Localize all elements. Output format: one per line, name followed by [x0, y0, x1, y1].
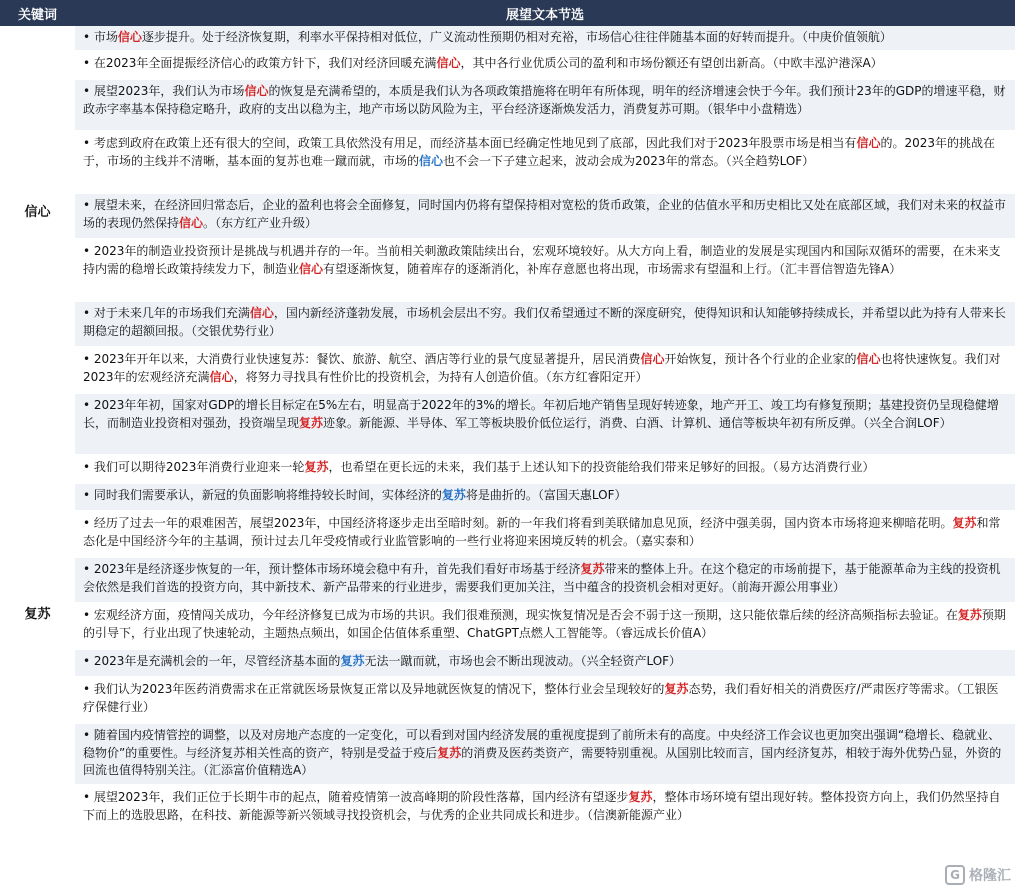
excerpt-text: • 市场 [83, 30, 118, 44]
watermark-logo-icon: G [945, 865, 965, 885]
excerpt-text: • 展望2023年，我们正位于长期牛市的起点，随着疫情第一波高峰期的阶段性落幕，国内经济有望逐步 [83, 790, 629, 804]
keyword-highlight: 复苏 [628, 790, 653, 804]
excerpt-row [75, 512, 1015, 558]
excerpt-text: ，其中各行业优质公司的盈利和市场份额还有望创出新高。（中欧丰泓沪港深A） [460, 56, 883, 70]
keyword-highlight: 信心 [640, 352, 665, 366]
keyword-highlight: 信心 [179, 215, 204, 230]
keyword-highlight: 复苏 [340, 654, 365, 668]
excerpt-text: • 宏观经济方面，疫情闯关成功，今年经济修复已成为市场的共识。我们很难预测，现实恢复情况是否会不弱于这一预期，这只能依靠后续的经济高频指标去验证。在 [83, 608, 958, 622]
excerpt-text: 的恢复是充满希望的，本质是我们认为各项政策措施将在明年有所体现，明年的经济增速会快于今年。我们预计23年的GDP的增速平稳，财政赤字率基本保持稳定略升，政府的支出以稳为主，地产市场以防风险为主，平台经济逐渐焕发活力，消费复苏可期。（银华中小盘精选） [83, 84, 1006, 116]
excerpt-rows [75, 26, 1015, 394]
excerpt-text: • 同时我们需要承认，新冠的负面影响将维持较长时间，实体经济的 [83, 488, 442, 502]
excerpt-text: • 展望2023年，我们认为市场 [83, 84, 245, 98]
keyword-highlight: 信心 [249, 306, 274, 320]
excerpt-row [75, 80, 1015, 132]
excerpt-row [75, 394, 1015, 456]
table-header [0, 0, 1015, 26]
excerpt-text: 开始恢复，预计各个行业的企业家的 [664, 352, 857, 366]
excerpt-row [75, 26, 1015, 52]
excerpt-text: • 随着国内疫情管控的调整，以及对房地产态度的一定变化，可以看到对国内经济发展的重视度提到了前所未有的高度。中央经济工作会议也更加突出强调“稳增长、稳就业、稳物价”的重要性。与经济复苏相关性高的资产，特别是受益于疫后 [83, 728, 1001, 760]
excerpt-text: 也将快速恢复。我们对2023年的宏观经济充满 [83, 352, 1001, 384]
excerpt-text: 将是曲折的。（富国天惠LOF） [465, 488, 627, 502]
excerpt-row [75, 240, 1015, 302]
excerpt-text: 无法一蹴而就，市场也会不断出现波动。（兴全轻资产LOF） [364, 654, 682, 668]
keyword-highlight: 信心 [244, 84, 269, 98]
excerpt-text: ，将努力寻找具有性价比的投资机会，为持有人创造价值。（东方红睿阳定开） [233, 369, 648, 384]
excerpt-row [75, 724, 1015, 786]
excerpt-row [75, 604, 1015, 650]
excerpt-text: • 在2023年全面提振经济信心的政策方针下，我们对经济回暖充满 [83, 56, 437, 70]
keyword-highlight: 复苏 [441, 488, 466, 502]
excerpt-text: 态势，我们看好相关的消费医疗/严肃医疗等需求。（工银医疗保健行业） [83, 682, 999, 714]
excerpt-text: ，也希望在更长远的未来，我们基于上述认知下的投资能给我们带来足够好的回报。（易方达消费行业） [328, 460, 875, 474]
keyword-highlight: 复苏 [957, 608, 982, 622]
excerpt-row [75, 132, 1015, 194]
excerpt-text: 也不会一下子建立起来，波动会成为2023年的常态。（兴全趋势LOF） [443, 153, 815, 168]
excerpt-row [75, 484, 1015, 512]
keyword-highlight: 信心 [856, 352, 881, 366]
excerpt-row [75, 194, 1015, 240]
excerpt-row [75, 52, 1015, 80]
excerpt-text: 的。2023年的挑战在于，市场的主线并不清晰，基本面的复苏也难一蹴而就，市场的 [83, 136, 995, 168]
excerpt-rows [75, 394, 1015, 830]
keyword-highlight: 信心 [117, 30, 142, 44]
group-confidence [0, 26, 1015, 394]
excerpt-row [75, 650, 1015, 678]
keyword-highlight: 信心 [419, 153, 444, 168]
excerpt-text: ，整体市场环境有望出现好转。整体投资方向上，我们仍然坚持自下而上的选股思路，在科技、新能源等新兴领域寻找投资机会，与优秀的企业共同成长和进步。（信澳新能源产业） [83, 790, 1001, 822]
excerpt-text: 有望逐渐恢复，随着库存的逐渐消化，补库存意愿也将出现，市场需求有望温和上行。（汇丰晋信智造先锋A） [323, 261, 902, 276]
excerpt-row [75, 302, 1015, 348]
excerpt-text: 和常态化是中国经济今年的主基调，预计过去几年受疫情或行业监管影响的一些行业将迎来困境反转的机会。（嘉实泰和） [83, 516, 1001, 548]
excerpt-row [75, 456, 1015, 484]
keyword-highlight: 复苏 [580, 562, 605, 576]
header-keyword: 关键词 [17, 7, 57, 23]
keyword-highlight: 复苏 [437, 745, 462, 760]
excerpt-text: • 我们认为2023年医药消费需求在正常就医场景恢复正常以及异地就医恢复的情况下，整体行业会呈现较好的 [83, 682, 665, 696]
excerpt-text: 逐步提升。处于经济恢复期，利率水平保持相对低位，广义流动性预期仍相对充裕，市场信心往往伴随基本面的好转而提升。（中庚价值领航） [141, 30, 892, 44]
excerpt-text: • 考虑到政府在政策上还有很大的空间，政策工具依然没有用足，而经济基本面已经确定性地见到了底部，因此我们对于2023年股票市场是相当有 [83, 136, 857, 150]
excerpt-row [75, 558, 1015, 604]
excerpt-row [75, 348, 1015, 394]
excerpt-text: 迹象。新能源、半导体、军工等板块股价低位运行，消费、白酒、计算机、通信等板块年初有所反弹。（兴全合润LOF） [323, 415, 952, 430]
excerpt-row [75, 678, 1015, 724]
keyword-highlight: 复苏 [304, 460, 329, 474]
watermark-text: 格隆汇 [969, 868, 1011, 884]
watermark [945, 865, 1011, 885]
keyword-highlight: 信心 [209, 369, 234, 384]
excerpt-text: • 展望未来，在经济回归常态后，企业的盈利也将会全面修复，同时国内仍将有望保持相对宽松的货币政策，企业的估值水平和历史相比又处在底部区域，我们对未来的权益市场的表现仍然保持 [83, 198, 1006, 230]
keyword-cell: 复苏 [24, 606, 51, 622]
keyword-highlight: 复苏 [664, 682, 689, 696]
keyword-highlight: 信心 [436, 56, 461, 70]
group-recovery [0, 394, 1015, 830]
keyword-cell: 信心 [24, 204, 51, 220]
excerpt-text: • 2023年开年以来，大消费行业快速复苏：餐饮、旅游、航空、酒店等行业的景气度显著提升，居民消费 [83, 352, 641, 366]
excerpt-text: 的消费及医药类资产，需要特别重视。从国别比较而言，国内经济复苏，相较于海外优势凸显，外资的回流也值得特别关注。（汇添富价值精选A） [83, 745, 1002, 777]
excerpt-text: • 我们可以期待2023年消费行业迎来一轮 [83, 460, 305, 474]
excerpt-text: • 2023年年初，国家对GDP的增长目标定在5%左右，明显高于2022年的3%的增长。年初后地产销售呈现好转迹象，地产开工、竣工均有修复预期；基建投资仍呈现稳健增长，而制造业投资相对强劲，投资端呈现 [83, 398, 999, 430]
excerpt-text: • 2023年是经济逐步恢复的一年，预计整体市场环境会稳中有升，首先我们看好市场基于经济 [83, 562, 581, 576]
excerpt-row [75, 786, 1015, 830]
excerpt-text: 带来的整体上升。在这个稳定的市场前提下，基于能源革命为主线的投资机会依然是我们首选的投资方向，其中新技术、新产品带来的行业进步，需要我们更加关注，当中蕴含的投资机会相对更好。（前海开源公用事业） [83, 562, 1001, 594]
keyword-highlight: 复苏 [952, 516, 977, 530]
excerpt-text: • 2023年的制造业投资预计是挑战与机遇并存的一年。当前相关刺激政策陆续出台，宏观环境较好。从大方向上看，制造业的发展是实现国内和国际双循环的需要，在未来支持内需的稳增长政策持续发力下，制造业 [83, 244, 1001, 276]
keyword-highlight: 信心 [299, 261, 324, 276]
header-excerpt: 展望文本节选 [505, 7, 584, 23]
keyword-highlight: 信心 [856, 136, 881, 150]
excerpt-text: ，国内新经济蓬勃发展，市场机会层出不穷。我们仅希望通过不断的深度研究，使得知识和认知能够持续成长，并希望以此为持有人带来长期稳定的超额回报。（交银优势行业） [83, 306, 1006, 338]
excerpt-text: 预期的引导下，行业出现了快速轮动，主题热点频出，如国企估值体系重塑、ChatGPT点燃人工智能等。（睿远成长价值A） [83, 608, 1006, 640]
keyword-highlight: 复苏 [299, 415, 324, 430]
excerpt-text: 。（东方红产业升级） [203, 215, 318, 230]
excerpt-text: • 对于未来几年的市场我们充满 [83, 306, 250, 320]
excerpt-text: • 2023年是充满机会的一年，尽管经济基本面的 [83, 654, 341, 668]
excerpt-text: • 经历了过去一年的艰难困苦，展望2023年，中国经济将逐步走出至暗时刻。新的一年我们将看到美联储加息见顶，经济中强美弱，国内资本市场将迎来柳暗花明。 [83, 516, 953, 530]
